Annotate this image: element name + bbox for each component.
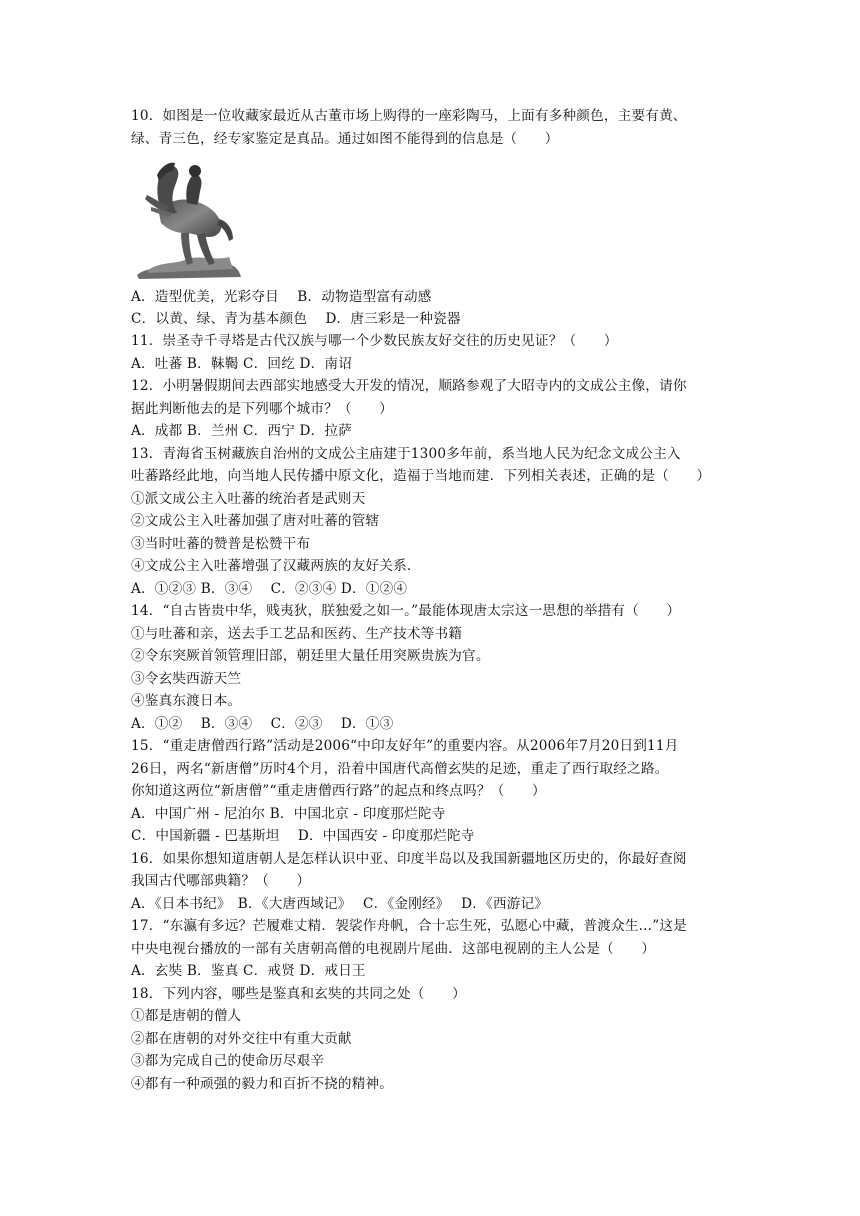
q15-stem-line1: 15．“重走唐僧西行路”活动是2006“中印友好年”的重要内容。从2006年7月20日到11月 [131,738,679,754]
q14-options: A．①② B．③④ C．②③ D．①③ [131,716,394,732]
q14-statement-1: ①与吐蕃和亲，送去手工艺品和医药、生产技术等书籍 [131,626,463,642]
q10-options-cd: C．以黄、绿、青为基本颜色 D．唐三彩是一种瓷器 [131,311,461,327]
q14-statement-2: ②令东突厥首领管理旧部，朝廷里大量任用突厥贵族为官。 [131,648,490,664]
q11-options: A．吐蕃 B．靺鞨 C．回纥 D．南诏 [131,356,352,372]
q17-stem-line1: 17．“东瀛有多远？芒履难丈精．袈裟作舟帆，合十忘生死，弘愿心中藏，普渡众生...”这是 [131,918,687,934]
q13-statement-3: ③当时吐蕃的赞普是松赞干布 [131,536,311,552]
q15-options-cd: C．中国新疆 - 巴基斯坦 D．中国西安 - 印度那烂陀寺 [131,828,475,844]
q13-options: A．①②③ B．③④ C．②③④ D．①②④ [131,581,408,597]
q18-statement-1: ①都是唐朝的僧人 [131,1008,242,1024]
q16-options: A．《日本书纪》 B．《大唐西域记》 C．《金刚经》 D．《西游记》 [131,896,549,912]
q14-statement-3: ③令玄奘西游天竺 [131,671,242,687]
q14-statement-4: ④鉴真东渡日本。 [131,693,242,709]
q18-statement-4: ④都有一种顽强的毅力和百折不挠的精神。 [131,1076,394,1092]
q16-stem-line1: 16．如果你想知道唐朝人是怎样认识中亚、印度半岛以及我国新疆地区历史的，你最好查阅 [131,851,687,867]
q13-stem-line1: 13．青海省玉树藏族自治州的文成公主庙建于1300多年前，系当地人民为纪念文成公主入 [131,446,681,462]
q10-stem-line1: 10．如图是一位收藏家最近从古董市场上购得的一座彩陶马，上面有多种颜色，主要有黄、 [131,108,687,124]
q17-options: A．玄奘 B．鉴真 C．戒贤 D．戒日王 [131,963,366,979]
q11-stem: 11．崇圣寺千寻塔是古代汉族与哪一个少数民族友好交往的历史见证？（ ） [131,333,618,349]
q18-stem: 18．下列内容，哪些是鉴真和玄奘的共同之处（ ） [131,986,466,1002]
q10-stem-line2: 绿、青三色，经专家鉴定是真品。通过如图不能得到的信息是（ ） [131,131,559,147]
q17-stem-line2: 中央电视台播放的一部有关唐朝高僧的电视剧片尾曲．这部电视剧的主人公是（ ） [131,941,656,957]
pottery-horse-image [129,153,245,283]
q15-options-ab: A．中国广州 - 尼泊尔 B．中国北京 - 印度那烂陀寺 [131,806,446,822]
q12-stem-line2: 据此判断他去的是下列哪个城市？（ ） [131,401,394,417]
q12-options: A．成都 B．兰州 C．西宁 D．拉萨 [131,423,352,439]
q13-stem-line2: 吐蕃路经此地，向当地人民传播中原文化，造福于当地而建．下列相关表述，正确的是（ ） [131,468,711,484]
q18-statement-3: ③都为完成自己的使命历尽艰辛 [131,1053,325,1069]
q16-stem-line2: 我国古代哪部典籍？（ ） [131,873,311,889]
q13-statement-4: ④文成公主入吐蕃增强了汉藏两族的友好关系． [131,558,421,574]
q14-stem: 14．“自古皆贵中华，贱夷狄，朕独爱之如一。”最能体现唐太宗这一思想的举措有（ ） [131,603,681,619]
q10-options-ab: A．造型优美，光彩夺目 B．动物造型富有动感 [131,289,432,305]
q15-stem-line2: 26日，两名“新唐僧”历时4个月，沿着中国唐代高僧玄奘的足迹，重走了西行取经之路。 [131,761,669,777]
q12-stem-line1: 12．小明暑假期间去西部实地感受大开发的情况，顺路参观了大昭寺内的文成公主像，请你 [131,378,687,394]
q13-statement-1: ①派文成公主入吐蕃的统治者是武则天 [131,491,366,507]
q13-statement-2: ②文成公主入吐蕃加强了唐对吐蕃的管辖 [131,513,380,529]
q15-stem-line3: 你知道这两位“新唐僧”“重走唐僧西行路”的起点和终点吗？（ ） [131,783,546,799]
q18-statement-2: ②都在唐朝的对外交往中有重大贡献 [131,1031,352,1047]
